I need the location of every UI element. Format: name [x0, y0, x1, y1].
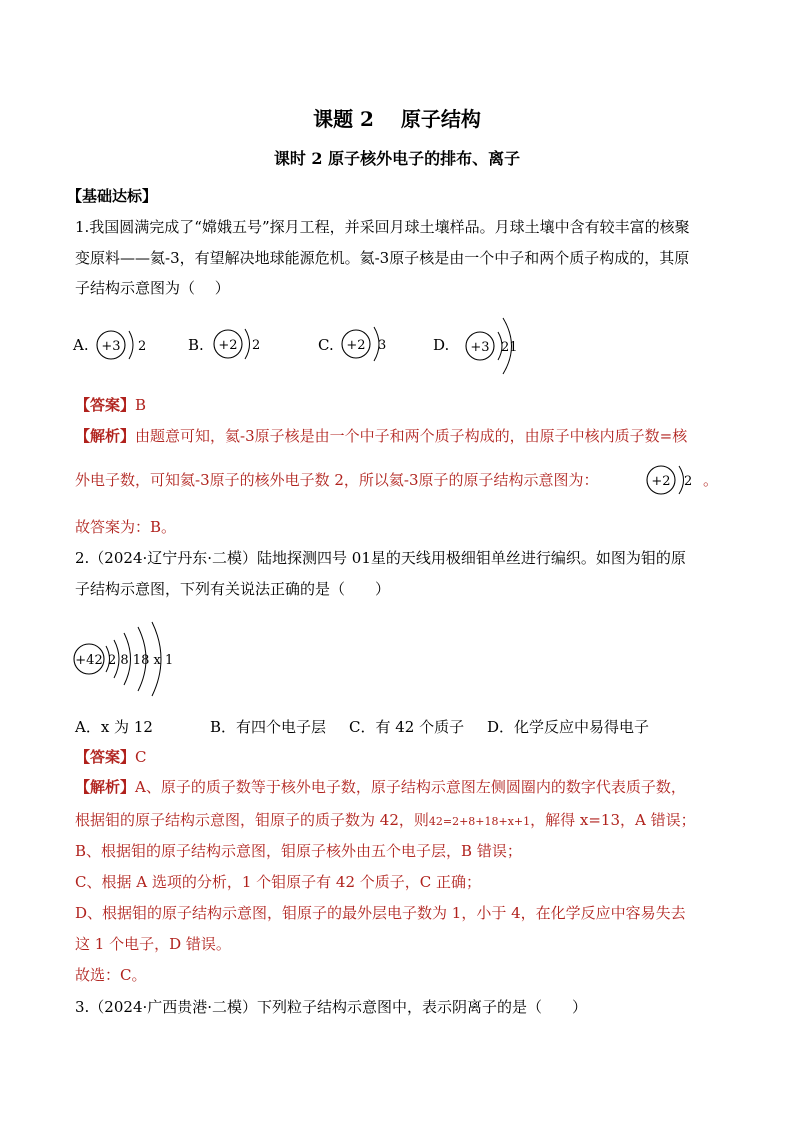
q1-line1: 1.我国圆满完成了“嫦娥五号”探月工程，并采回月球土壤样品。月球土壤中含有较丰富的核聚	[75, 218, 690, 236]
q1-option-d-label: D.	[433, 336, 450, 354]
q1-answer-label: 【答案】	[75, 396, 136, 414]
q2-option-c: C．有 42 个质子	[349, 718, 465, 736]
q2-equation: 42=2+8+18+x+1	[428, 815, 531, 828]
q2-option-b: B．有四个电子层	[210, 718, 327, 736]
q1-option-b-diagram	[208, 320, 268, 368]
q2-analysis-text2b: ，解得 x=13，A 错误；	[530, 811, 696, 829]
q1-option-a-label: A.	[73, 336, 89, 354]
q1-analysis-text1: 由题意可知，氦-3原子核是由一个中子和两个质子构成的，由原子中核内质子数=核	[135, 427, 688, 445]
q1-option-d-shells: 21	[501, 340, 518, 355]
q1-option-d-diagram	[462, 312, 528, 380]
q2-line1: 2.（2024·辽宁丹东·二模）陆地探测四号 01星的天线用极细钼单丝进行编织。如图为钼的原	[75, 549, 686, 567]
q2-answer-label: 【答案】	[75, 748, 136, 766]
q1-option-a-shells: 2	[138, 339, 147, 354]
q2-molybdenum-diagram	[72, 618, 182, 698]
q1-option-b-shells: 2	[252, 338, 261, 353]
q1-option-a-diagram	[92, 322, 152, 368]
q2-diagram-shells: 2 8 18 x 1	[108, 653, 174, 668]
q1-analysis-label: 【解析】	[75, 427, 136, 445]
q1-line3: 子结构示意图为（ ）	[75, 279, 230, 297]
q1-analysis-line2	[75, 470, 599, 490]
q1-option-c-label: C.	[318, 336, 334, 354]
q1-conclusion: 故答案为：B。	[75, 518, 177, 536]
q2-analysis-line1	[75, 777, 686, 797]
page-subtitle: 课时 2 原子核外电子的排布、离子	[273, 149, 521, 168]
q1-inline-shell: 2	[684, 474, 693, 489]
q1-option-c-nucleus: +2	[346, 338, 366, 353]
q1-inline-nucleus: +2	[651, 474, 671, 489]
q3-line1: 3.（2024·广西贵港·二模）下列粒子结构示意图中，表示阴离子的是（ ）	[75, 998, 588, 1016]
q2-option-a: A．x 为 12	[75, 718, 153, 736]
q1-option-a-nucleus: +3	[101, 339, 121, 354]
q2-analysis-line2	[75, 810, 696, 832]
q1-answer-line	[75, 395, 146, 415]
q2-analysis-line6: 这 1 个电子，D 错误。	[75, 935, 231, 953]
q2-analysis-line4: C、根据 A 选项的分析，1 个钼原子有 42 个质子，C 正确；	[75, 873, 482, 891]
q1-line2: 变原料——氦-3，有望解决地球能源危机。氦-3原子核是由一个中子和两个质子构成的，其原	[75, 249, 690, 267]
q1-analysis-line1	[75, 426, 687, 446]
q2-analysis-text2a: 根据钼的原子结构示意图，钼原子的质子数为 42，则	[75, 811, 429, 829]
section-heading: 【基础达标】	[67, 187, 158, 205]
q2-answer-line	[75, 747, 147, 767]
q2-option-d: D．化学反应中易得电子	[487, 718, 650, 736]
q2-analysis-label: 【解析】	[75, 778, 136, 796]
q2-diagram-nucleus: +42	[75, 653, 103, 668]
q2-analysis-line5: D、根据钼的原子结构示意图，钼原子的最外层电子数为 1，小于 4，在化学反应中容易失去	[75, 904, 686, 922]
q1-option-c-diagram	[338, 320, 398, 368]
q2-analysis-line3: B、根据钼的原子结构示意图，钼原子核外由五个电子层，B 错误；	[75, 842, 522, 860]
q2-answer-value: C	[135, 748, 147, 766]
q1-analysis-end: 。	[703, 471, 719, 489]
q2-conclusion: 故选：C。	[75, 966, 147, 984]
page-title: 课题 2 原子结构	[313, 107, 481, 131]
q1-option-c-shells: 3	[378, 338, 387, 353]
q1-analysis-text2: 外电子数，可知氦-3原子的核外电子数 2，所以氦-3原子的原子结构示意图为：	[75, 471, 599, 489]
q1-option-b-label: B.	[188, 336, 204, 354]
q1-option-d-nucleus: +3	[470, 340, 490, 355]
q2-analysis-text1: A、原子的质子数等于核外电子数，原子结构示意图左侧圆圈内的数字代表质子数，	[135, 778, 686, 796]
q1-answer-value: B	[135, 396, 147, 414]
q2-line2: 子结构示意图，下列有关说法正确的是（ ）	[75, 580, 391, 598]
q1-inline-diagram	[644, 458, 700, 502]
q1-option-b-nucleus: +2	[218, 338, 238, 353]
